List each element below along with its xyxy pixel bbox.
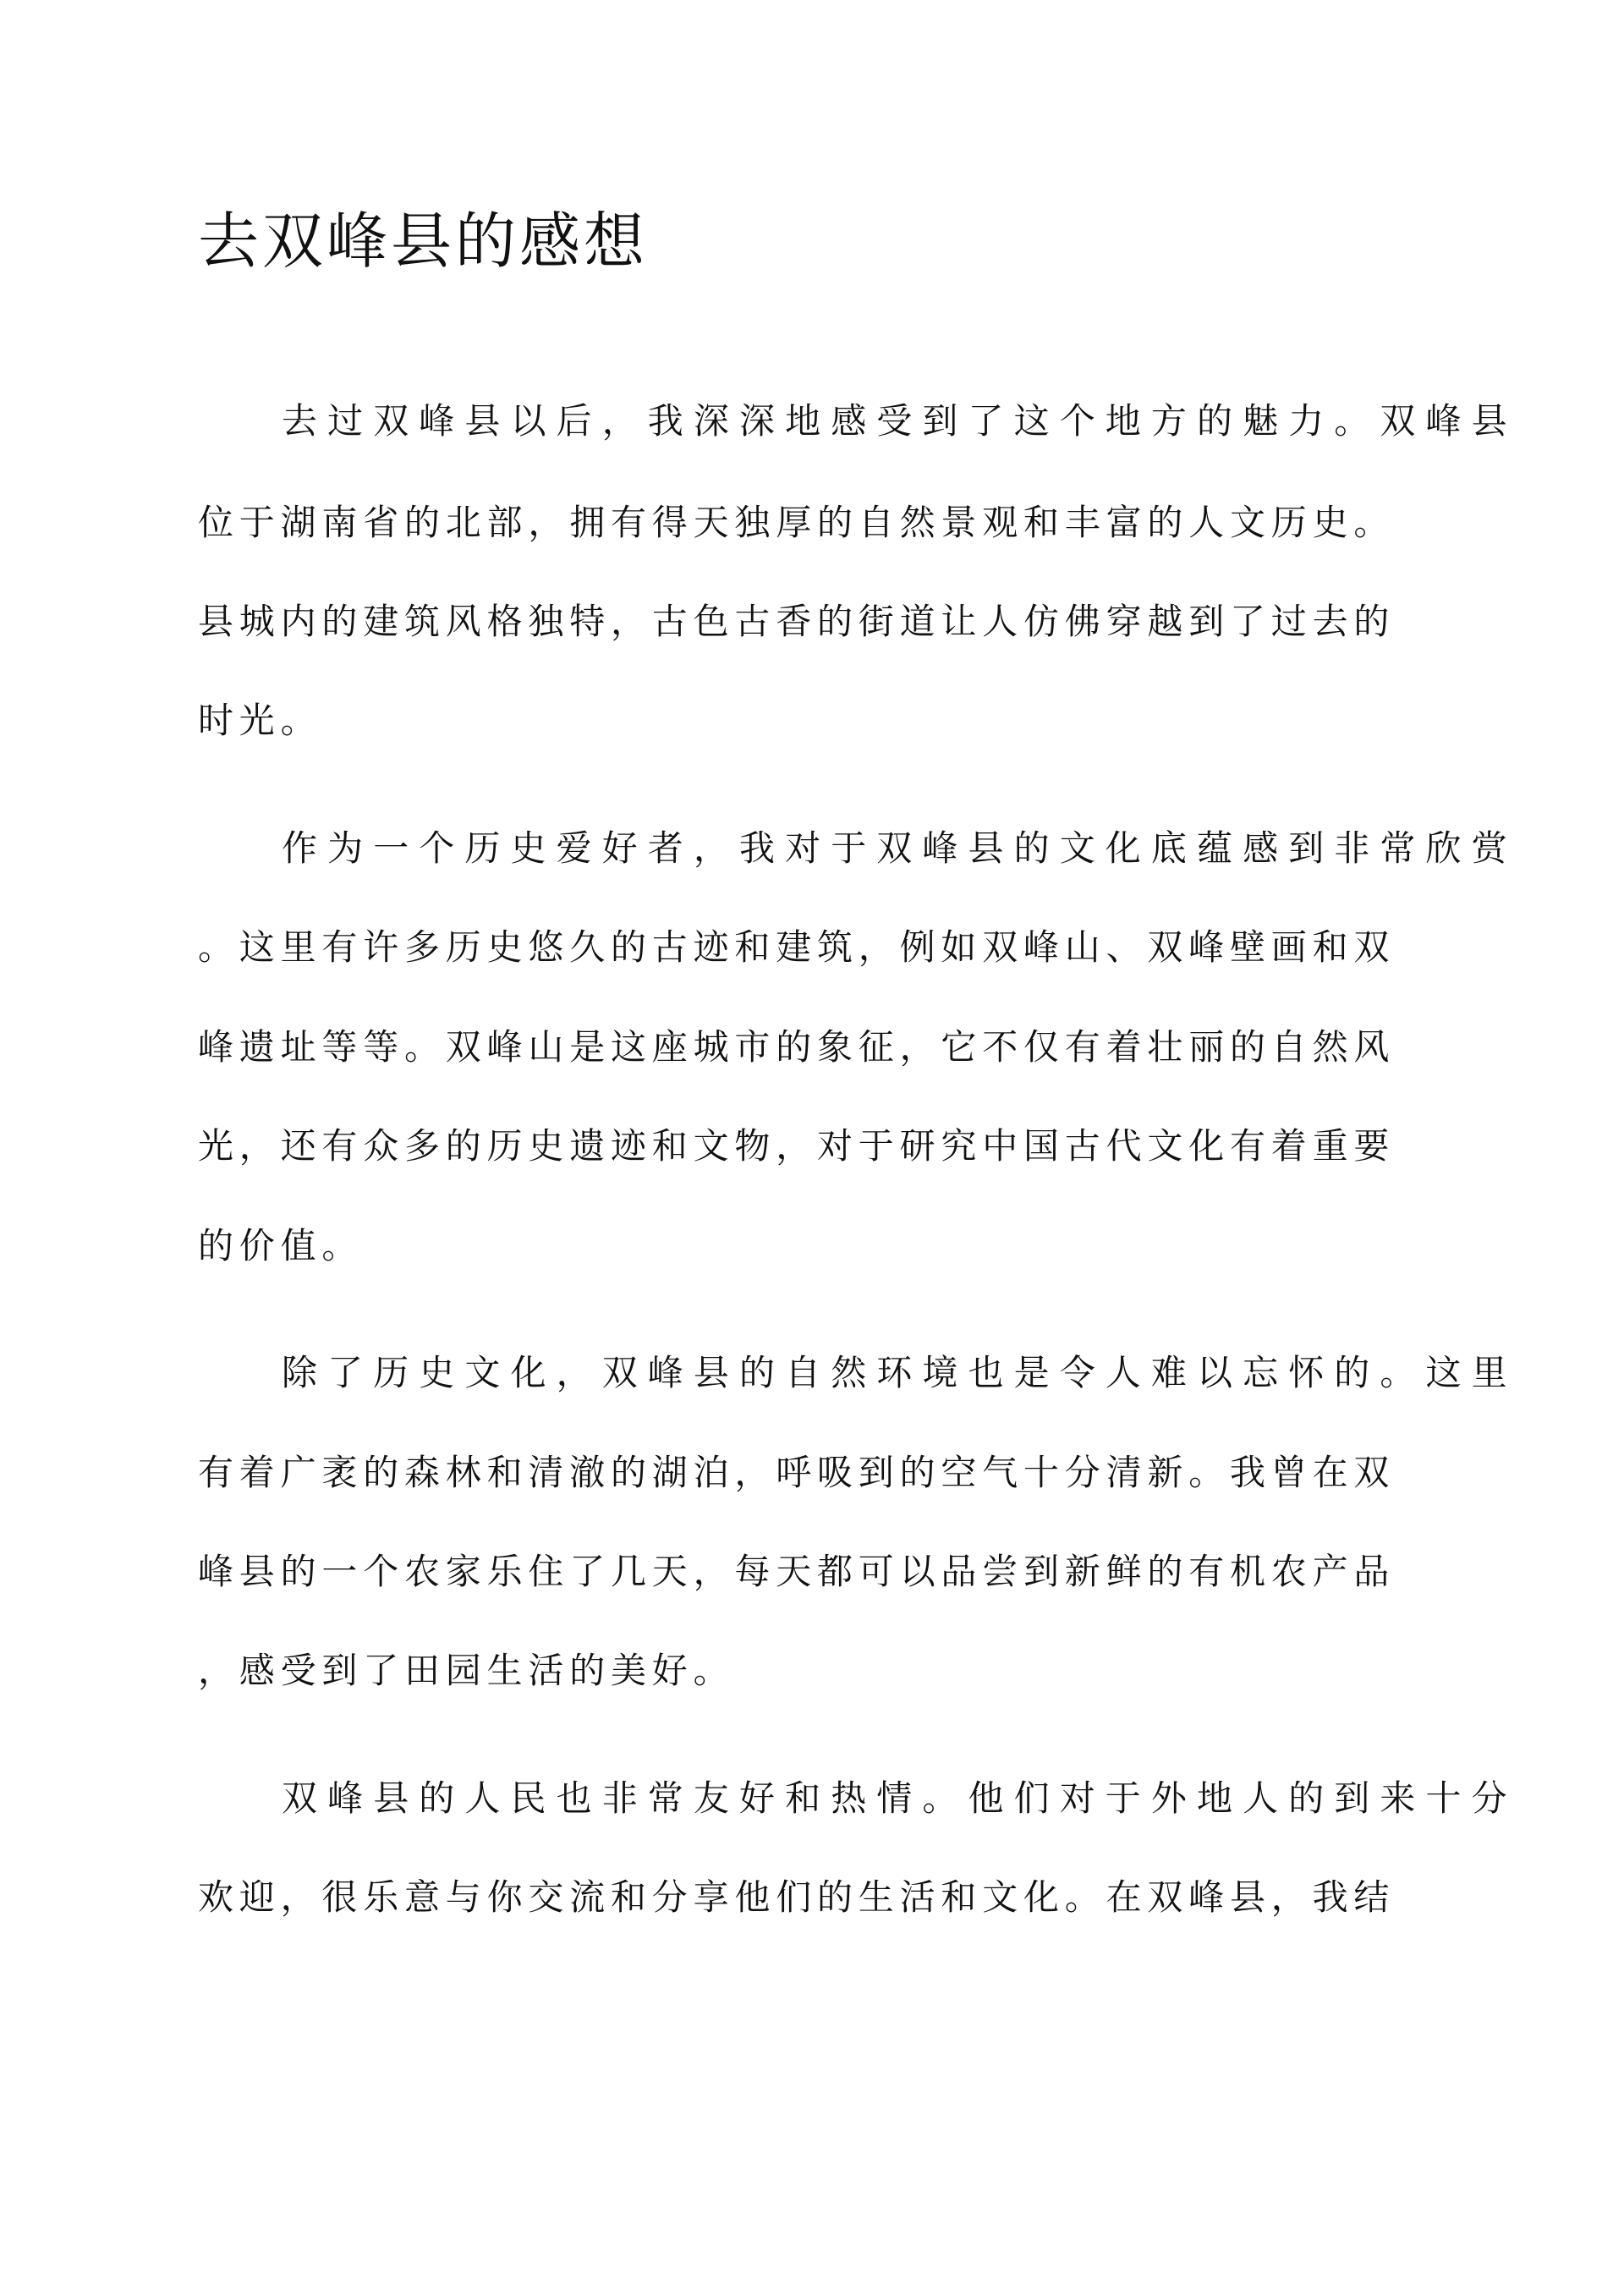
paragraph-1-line-4: 时光。 (198, 700, 322, 741)
paragraph-2-line-4: 光，还有众多的历史遗迹和文物，对于研究中国古代文化有着重要 (198, 1125, 1396, 1167)
document-title: 去双峰县的感想 (198, 206, 649, 277)
paragraph-4-line-2: 欢迎，很乐意与你交流和分享他们的生活和文化。在双峰县，我结 (198, 1876, 1396, 1918)
paragraph-1-line-3: 县城内的建筑风格独特，古色古香的街道让人仿佛穿越到了过去的 (198, 601, 1396, 642)
paragraph-3-line-1: 除了历史文化，双峰县的自然环境也是令人难以忘怀的。这里 (282, 1352, 1517, 1393)
paragraph-1-line-1: 去过双峰县以后，我深深地感受到了这个地方的魅力。双峰县 (282, 400, 1517, 442)
paragraph-2-line-5: 的价值。 (198, 1225, 364, 1266)
paragraph-2-line-1: 作为一个历史爱好者，我对于双峰县的文化底蕴感到非常欣赏 (282, 827, 1517, 869)
paragraph-3-line-2: 有着广袤的森林和清澈的湖泊，呼吸到的空气十分清新。我曾在双 (198, 1452, 1396, 1493)
paragraph-2-line-2: 。这里有许多历史悠久的古迹和建筑，例如双峰山、双峰壁画和双 (198, 926, 1396, 968)
paragraph-1-line-2: 位于湖南省的北部，拥有得天独厚的自然景观和丰富的人文历史。 (198, 502, 1396, 543)
paragraph-3-line-4: ，感受到了田园生活的美好。 (198, 1650, 735, 1691)
paragraph-4-line-1: 双峰县的人民也非常友好和热情。他们对于外地人的到来十分 (282, 1777, 1517, 1819)
paragraph-3-line-3: 峰县的一个农家乐住了几天，每天都可以品尝到新鲜的有机农产品 (198, 1551, 1396, 1592)
paragraph-2-line-3: 峰遗址等等。双峰山是这座城市的象征，它不仅有着壮丽的自然风 (198, 1026, 1396, 1068)
